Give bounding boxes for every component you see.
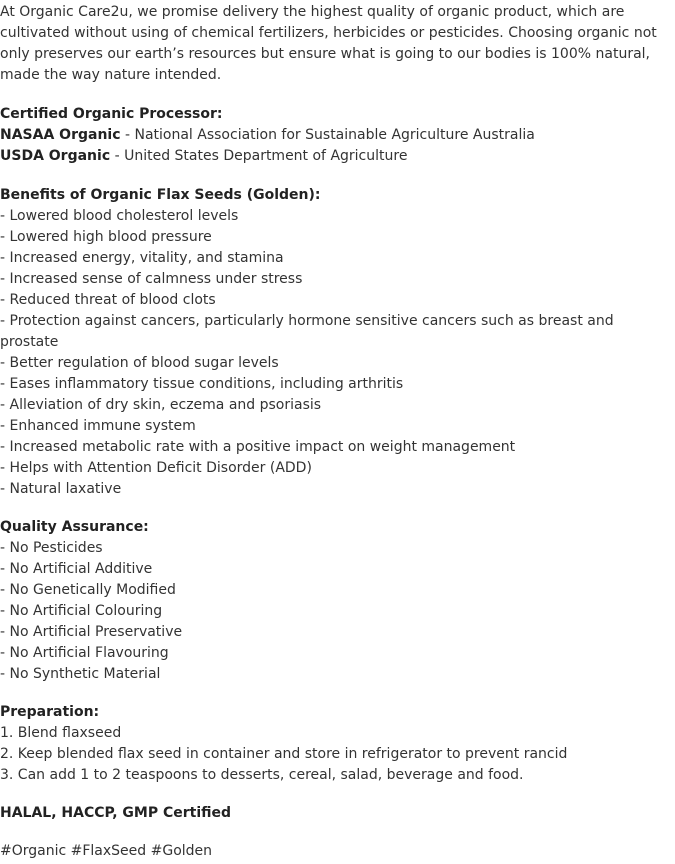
- list-item: - Helps with Attention Deficit Disorder (ADD): [0, 460, 312, 476]
- intro-paragraph: At Organic Care2u, we promise delivery the highest quality of organic product, which are cultivated without using of chemical fertilizers, herbicides or pesticides. Choosing organic not only preserves our earth’s resources but ensure what is going to our bodies is 100% natural, made the way nature intended.: [0, 4, 657, 83]
- quality-section: [0, 517, 675, 685]
- list-item: - Alleviation of dry skin, eczema and psoriasis: [0, 397, 322, 413]
- list-item: - Better regulation of blood sugar levels: [0, 355, 279, 371]
- list-item: 1. Blend flaxseed: [0, 725, 122, 741]
- benefits-section: [0, 185, 675, 500]
- list-item: 3. Can add 1 to 2 teaspoons to desserts, cereal, salad, beverage and food.: [0, 767, 524, 783]
- certified-section: [0, 104, 675, 167]
- preparation-heading: Preparation:: [0, 704, 100, 720]
- list-item: - Lowered blood cholesterol levels: [0, 208, 239, 224]
- list-item: - Increased energy, vitality, and stamina: [0, 250, 284, 266]
- preparation-list: [0, 723, 675, 786]
- list-item: - Increased metabolic rate with a positive impact on weight management: [0, 439, 516, 455]
- certified-item-name: USDA Organic: [0, 148, 111, 164]
- list-item: - Eases inflammatory tissue conditions, including arthritis: [0, 376, 404, 392]
- list-item: - Enhanced immune system: [0, 418, 196, 434]
- certified-item-desc: - National Association for Sustainable Agriculture Australia: [120, 127, 535, 143]
- list-item: - No Pesticides: [0, 540, 103, 556]
- list-item: - Natural laxative: [0, 481, 122, 497]
- list-item: - No Genetically Modified: [0, 582, 176, 598]
- list-item: - No Synthetic Material: [0, 666, 161, 682]
- list-item: - Reduced threat of blood clots: [0, 292, 216, 308]
- benefits-heading: Benefits of Organic Flax Seeds (Golden):: [0, 187, 321, 203]
- certified-item-name: NASAA Organic: [0, 127, 121, 143]
- list-item: - No Artificial Additive: [0, 561, 153, 577]
- quality-list: [0, 538, 675, 685]
- benefits-list: [0, 206, 675, 500]
- list-item: - No Artificial Flavouring: [0, 645, 169, 661]
- certifications-line: HALAL, HACCP, GMP Certified: [0, 805, 232, 821]
- quality-heading: Quality Assurance:: [0, 519, 149, 535]
- hashtags: #Organic #FlaxSeed #Golden: [0, 843, 213, 859]
- preparation-section: [0, 702, 675, 786]
- list-item: - Increased sense of calmness under stress: [0, 271, 303, 287]
- certified-item: [0, 125, 675, 146]
- certified-item-desc: - United States Department of Agriculture: [110, 148, 408, 164]
- certified-item: [0, 146, 675, 167]
- list-item: - No Artificial Preservative: [0, 624, 183, 640]
- list-item: - Lowered high blood pressure: [0, 229, 212, 245]
- list-item: 2. Keep blended flax seed in container and store in refrigerator to prevent rancid: [0, 746, 568, 762]
- list-item: - No Artificial Colouring: [0, 603, 163, 619]
- list-item: - Protection against cancers, particularly hormone sensitive cancers such as breast and prostate: [0, 313, 614, 350]
- certified-heading: Certified Organic Processor:: [0, 106, 223, 122]
